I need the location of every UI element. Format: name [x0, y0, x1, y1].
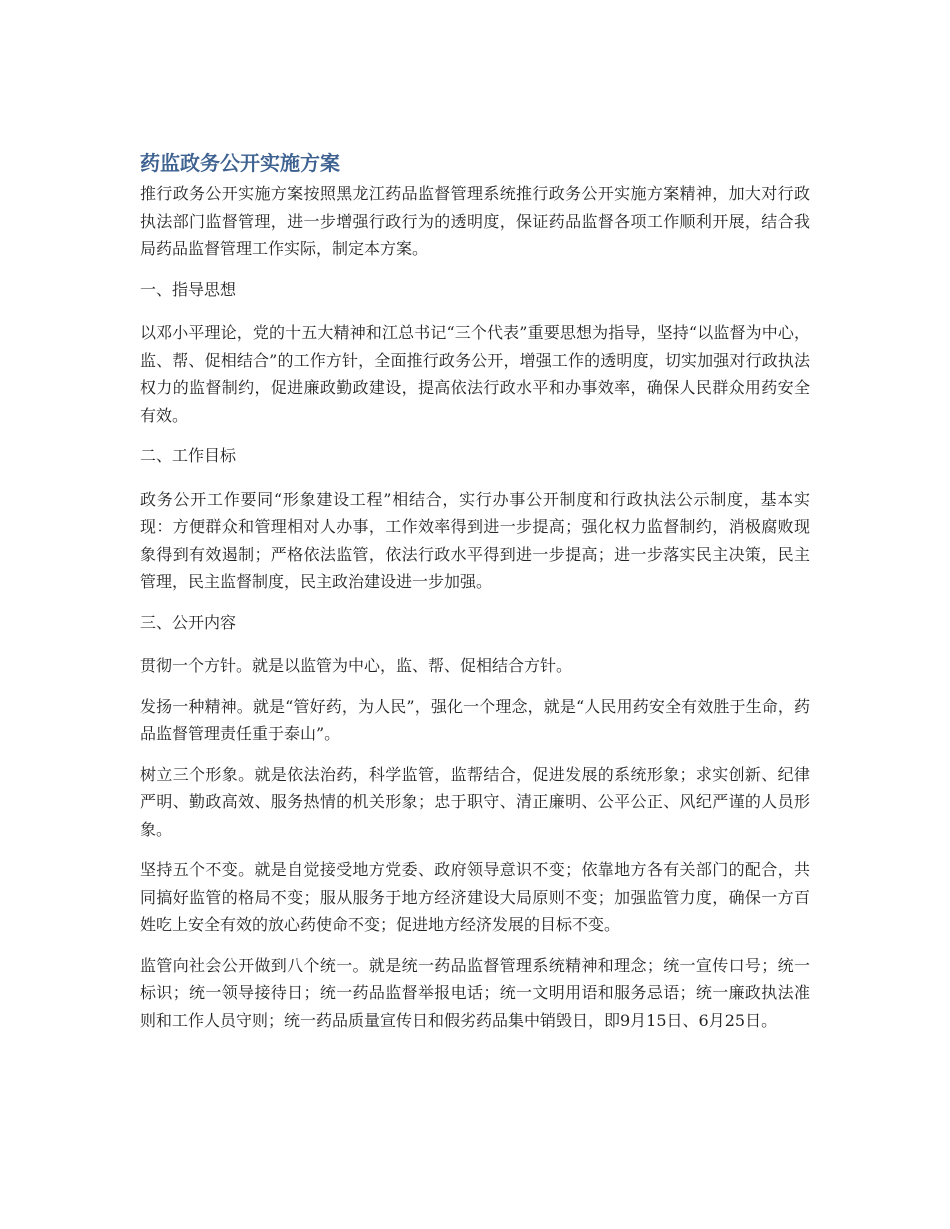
section-heading: 一、指导思想 [140, 279, 237, 299]
section-heading: 三、公开内容 [140, 612, 237, 632]
document-page [140, 148, 810, 1047]
section-paragraph: 树立三个形象。就是依法治药，科学监管，监帮结合，促进发展的系统形象；求实创新、纪律严明、勤政高效、服务热情的机关形象；忠于职守、清正廉明、公平公正、风纪严谨的人员形象。 [140, 764, 810, 839]
section-paragraph: 贯彻一个方针。就是以监管为中心，监、帮、促相结合方针。 [140, 656, 573, 675]
section-paragraph: 以邓小平理论，党的十五大精神和江总书记“三个代表”重要思想为指导，坚持“以监督为中心，监、帮、促相结合”的工作方针，全面推行政务公开，增强工作的透明度，切实加强对行政执法权力的监督制约，促进廉政勤政建设，提高依法行政水平和办事效率，确保人民群众用药安全有效。 [140, 323, 810, 425]
section-work-goals [140, 442, 810, 596]
section-guiding-ideology [140, 276, 810, 430]
section-paragraph: 政务公开工作要同“形象建设工程”相结合，实行办事公开制度和行政执法公示制度，基本实现：方便群众和管理相对人办事，工作效率得到进一步提高；强化权力监督制约，消极腐败现象得到有效遏制；严格依法监管，依法行政水平得到进一步提高；进一步落实民主决策，民主管理，民主监督制度，民主政治建设进一步加强。 [140, 489, 810, 591]
section-paragraph: 坚持五个不变。就是自觉接受地方党委、政府领导意识不变；依靠地方各有关部门的配合，共同搞好监管的格局不变；服从服务于地方经济建设大局原则不变；加强监管力度，确保一方百姓吃上安全有效的放心药使命不变；促进地方经济发展的目标不变。 [140, 860, 810, 934]
section-heading: 二、工作目标 [140, 446, 237, 465]
section-paragraph: 发扬一种精神。就是“管好药，为人民”，强化一个理念，就是“人民用药安全有效胜于生命，药品监督管理责任重于泰山”。 [140, 696, 810, 743]
section-public-content [140, 609, 810, 1035]
document-title: 药监政务公开实施方案 [140, 151, 340, 175]
intro-paragraph: 推行政务公开实施方案按照黑龙江药品监督管理系统推行政务公开实施方案精神，加大对行政执法部门监督管理，进一步增强行政行为的透明度，保证药品监督各项工作顺利开展，结合我局药品监督管理工作实际，制定本方案。 [140, 184, 810, 258]
section-paragraph: 监管向社会公开做到八个统一。就是统一药品监督管理系统精神和理念；统一宣传口号；统一标识；统一领导接待日；统一药品监督举报电话；统一文明用语和服务忌语；统一廉政执法准则和工作人员守则；统一药品质量宣传日和假劣药品集中销毁日，即9月15日、6月25日。 [140, 955, 810, 1030]
